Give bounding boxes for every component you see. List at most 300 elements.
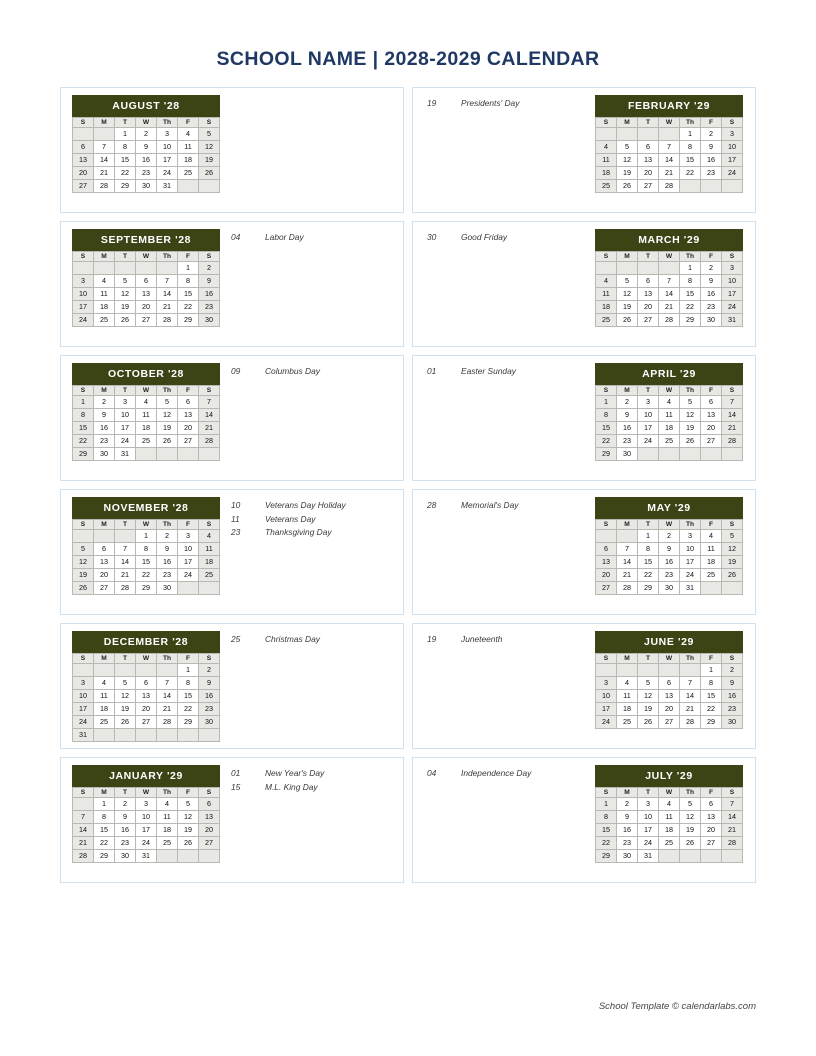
day-cell[interactable]: 17 [73, 300, 94, 313]
day-cell[interactable]: 29 [94, 849, 115, 862]
day-cell[interactable]: 26 [115, 313, 136, 326]
day-cell[interactable]: 29 [73, 447, 94, 460]
day-cell[interactable]: 9 [199, 676, 220, 689]
day-cell[interactable]: 25 [701, 568, 722, 581]
day-cell[interactable]: 29 [115, 179, 136, 192]
day-cell[interactable]: 12 [178, 810, 199, 823]
day-cell[interactable]: 29 [701, 715, 722, 728]
day-cell[interactable]: 22 [94, 836, 115, 849]
day-cell[interactable]: 16 [94, 421, 115, 434]
day-cell[interactable]: 3 [638, 797, 659, 810]
day-cell[interactable]: 3 [115, 395, 136, 408]
day-cell[interactable]: 12 [680, 810, 701, 823]
day-cell[interactable]: 8 [136, 542, 157, 555]
day-cell[interactable]: 7 [157, 676, 178, 689]
day-cell[interactable]: 3 [73, 274, 94, 287]
day-cell[interactable]: 28 [680, 715, 701, 728]
day-cell[interactable]: 2 [199, 663, 220, 676]
day-cell[interactable]: 19 [722, 555, 743, 568]
day-cell[interactable]: 2 [136, 127, 157, 140]
day-cell[interactable]: 6 [701, 395, 722, 408]
day-cell[interactable]: 17 [136, 823, 157, 836]
day-cell[interactable]: 29 [178, 313, 199, 326]
day-cell[interactable]: 9 [659, 542, 680, 555]
day-cell[interactable]: 12 [115, 689, 136, 702]
day-cell[interactable]: 26 [617, 179, 638, 192]
day-cell[interactable]: 3 [178, 529, 199, 542]
day-cell[interactable]: 17 [596, 702, 617, 715]
day-cell[interactable]: 27 [596, 581, 617, 594]
day-cell[interactable]: 24 [136, 836, 157, 849]
day-cell[interactable]: 4 [659, 797, 680, 810]
day-cell[interactable]: 7 [659, 274, 680, 287]
day-cell[interactable]: 28 [157, 715, 178, 728]
day-cell[interactable]: 28 [617, 581, 638, 594]
day-cell[interactable]: 1 [178, 261, 199, 274]
day-cell[interactable]: 22 [136, 568, 157, 581]
day-cell[interactable]: 31 [115, 447, 136, 460]
day-cell[interactable]: 8 [701, 676, 722, 689]
day-cell[interactable]: 6 [178, 395, 199, 408]
day-cell[interactable]: 26 [199, 166, 220, 179]
day-cell[interactable]: 13 [178, 408, 199, 421]
day-cell[interactable]: 29 [596, 447, 617, 460]
day-cell[interactable]: 10 [638, 810, 659, 823]
day-cell[interactable]: 3 [680, 529, 701, 542]
day-cell[interactable]: 14 [115, 555, 136, 568]
day-cell[interactable]: 5 [680, 395, 701, 408]
day-cell[interactable]: 27 [136, 313, 157, 326]
day-cell[interactable]: 26 [680, 434, 701, 447]
day-cell[interactable]: 7 [722, 797, 743, 810]
day-cell[interactable]: 1 [94, 797, 115, 810]
day-cell[interactable]: 4 [659, 395, 680, 408]
day-cell[interactable]: 19 [73, 568, 94, 581]
day-cell[interactable]: 28 [73, 849, 94, 862]
day-cell[interactable]: 24 [115, 434, 136, 447]
day-cell[interactable]: 14 [617, 555, 638, 568]
day-cell[interactable]: 20 [136, 300, 157, 313]
day-cell[interactable]: 15 [73, 421, 94, 434]
day-cell[interactable]: 26 [115, 715, 136, 728]
day-cell[interactable]: 17 [638, 421, 659, 434]
day-cell[interactable]: 12 [115, 287, 136, 300]
day-cell[interactable]: 21 [115, 568, 136, 581]
day-cell[interactable]: 23 [199, 300, 220, 313]
day-cell[interactable]: 1 [638, 529, 659, 542]
day-cell[interactable]: 11 [659, 810, 680, 823]
day-cell[interactable]: 15 [680, 287, 701, 300]
day-cell[interactable]: 13 [73, 153, 94, 166]
day-cell[interactable]: 15 [596, 421, 617, 434]
day-cell[interactable]: 4 [199, 529, 220, 542]
day-cell[interactable]: 23 [94, 434, 115, 447]
day-cell[interactable]: 12 [617, 287, 638, 300]
day-cell[interactable]: 25 [596, 179, 617, 192]
day-cell[interactable]: 27 [73, 179, 94, 192]
day-cell[interactable]: 31 [722, 313, 743, 326]
day-cell[interactable]: 15 [596, 823, 617, 836]
day-cell[interactable]: 24 [638, 434, 659, 447]
day-cell[interactable]: 25 [596, 313, 617, 326]
day-cell[interactable]: 20 [701, 823, 722, 836]
day-cell[interactable]: 15 [115, 153, 136, 166]
day-cell[interactable]: 15 [94, 823, 115, 836]
day-cell[interactable]: 31 [680, 581, 701, 594]
day-cell[interactable]: 2 [115, 797, 136, 810]
day-cell[interactable]: 31 [638, 849, 659, 862]
day-cell[interactable]: 3 [136, 797, 157, 810]
day-cell[interactable]: 20 [638, 300, 659, 313]
day-cell[interactable]: 4 [596, 140, 617, 153]
day-cell[interactable]: 23 [199, 702, 220, 715]
day-cell[interactable]: 11 [617, 689, 638, 702]
day-cell[interactable]: 13 [701, 408, 722, 421]
day-cell[interactable]: 22 [178, 300, 199, 313]
day-cell[interactable]: 10 [157, 140, 178, 153]
day-cell[interactable]: 27 [178, 434, 199, 447]
day-cell[interactable]: 24 [722, 166, 743, 179]
day-cell[interactable]: 1 [680, 261, 701, 274]
day-cell[interactable]: 6 [596, 542, 617, 555]
day-cell[interactable]: 9 [94, 408, 115, 421]
day-cell[interactable]: 21 [659, 166, 680, 179]
day-cell[interactable]: 27 [638, 179, 659, 192]
day-cell[interactable]: 2 [722, 663, 743, 676]
day-cell[interactable]: 13 [701, 810, 722, 823]
day-cell[interactable]: 26 [680, 836, 701, 849]
day-cell[interactable]: 25 [94, 715, 115, 728]
day-cell[interactable]: 14 [722, 408, 743, 421]
day-cell[interactable]: 28 [659, 179, 680, 192]
day-cell[interactable]: 22 [638, 568, 659, 581]
day-cell[interactable]: 13 [136, 689, 157, 702]
day-cell[interactable]: 20 [596, 568, 617, 581]
day-cell[interactable]: 16 [617, 823, 638, 836]
day-cell[interactable]: 30 [136, 179, 157, 192]
day-cell[interactable]: 19 [638, 702, 659, 715]
day-cell[interactable]: 29 [178, 715, 199, 728]
day-cell[interactable]: 11 [596, 287, 617, 300]
day-cell[interactable]: 12 [73, 555, 94, 568]
day-cell[interactable]: 15 [701, 689, 722, 702]
day-cell[interactable]: 18 [94, 702, 115, 715]
day-cell[interactable]: 30 [701, 313, 722, 326]
day-cell[interactable]: 14 [199, 408, 220, 421]
day-cell[interactable]: 2 [199, 261, 220, 274]
day-cell[interactable]: 23 [617, 434, 638, 447]
day-cell[interactable]: 23 [701, 300, 722, 313]
day-cell[interactable]: 22 [596, 434, 617, 447]
day-cell[interactable]: 16 [199, 689, 220, 702]
day-cell[interactable]: 6 [73, 140, 94, 153]
day-cell[interactable]: 20 [94, 568, 115, 581]
day-cell[interactable]: 30 [617, 849, 638, 862]
day-cell[interactable]: 9 [701, 140, 722, 153]
day-cell[interactable]: 12 [199, 140, 220, 153]
day-cell[interactable]: 21 [659, 300, 680, 313]
day-cell[interactable]: 18 [157, 823, 178, 836]
day-cell[interactable]: 18 [701, 555, 722, 568]
day-cell[interactable]: 2 [659, 529, 680, 542]
day-cell[interactable]: 27 [136, 715, 157, 728]
day-cell[interactable]: 11 [199, 542, 220, 555]
day-cell[interactable]: 1 [73, 395, 94, 408]
day-cell[interactable]: 27 [659, 715, 680, 728]
day-cell[interactable]: 11 [596, 153, 617, 166]
day-cell[interactable]: 6 [659, 676, 680, 689]
day-cell[interactable]: 21 [157, 702, 178, 715]
day-cell[interactable]: 23 [617, 836, 638, 849]
day-cell[interactable]: 12 [722, 542, 743, 555]
day-cell[interactable]: 25 [659, 434, 680, 447]
day-cell[interactable]: 7 [722, 395, 743, 408]
day-cell[interactable]: 15 [680, 153, 701, 166]
day-cell[interactable]: 17 [157, 153, 178, 166]
day-cell[interactable]: 25 [157, 836, 178, 849]
day-cell[interactable]: 13 [136, 287, 157, 300]
day-cell[interactable]: 10 [680, 542, 701, 555]
day-cell[interactable]: 5 [157, 395, 178, 408]
day-cell[interactable]: 18 [94, 300, 115, 313]
day-cell[interactable]: 16 [659, 555, 680, 568]
day-cell[interactable]: 21 [157, 300, 178, 313]
day-cell[interactable]: 30 [617, 447, 638, 460]
day-cell[interactable]: 21 [94, 166, 115, 179]
day-cell[interactable]: 19 [617, 166, 638, 179]
day-cell[interactable]: 10 [136, 810, 157, 823]
day-cell[interactable]: 30 [94, 447, 115, 460]
day-cell[interactable]: 1 [178, 663, 199, 676]
day-cell[interactable]: 8 [115, 140, 136, 153]
day-cell[interactable]: 9 [157, 542, 178, 555]
day-cell[interactable]: 5 [73, 542, 94, 555]
day-cell[interactable]: 30 [659, 581, 680, 594]
day-cell[interactable]: 17 [115, 421, 136, 434]
day-cell[interactable]: 17 [178, 555, 199, 568]
day-cell[interactable]: 19 [680, 421, 701, 434]
day-cell[interactable]: 4 [617, 676, 638, 689]
day-cell[interactable]: 28 [94, 179, 115, 192]
day-cell[interactable]: 20 [638, 166, 659, 179]
day-cell[interactable]: 18 [199, 555, 220, 568]
day-cell[interactable]: 7 [617, 542, 638, 555]
day-cell[interactable]: 25 [178, 166, 199, 179]
day-cell[interactable]: 4 [178, 127, 199, 140]
day-cell[interactable]: 11 [94, 287, 115, 300]
day-cell[interactable]: 26 [157, 434, 178, 447]
day-cell[interactable]: 29 [638, 581, 659, 594]
day-cell[interactable]: 28 [157, 313, 178, 326]
day-cell[interactable]: 22 [596, 836, 617, 849]
day-cell[interactable]: 4 [701, 529, 722, 542]
day-cell[interactable]: 19 [178, 823, 199, 836]
day-cell[interactable]: 22 [115, 166, 136, 179]
day-cell[interactable]: 9 [617, 810, 638, 823]
day-cell[interactable]: 10 [73, 287, 94, 300]
day-cell[interactable]: 19 [115, 300, 136, 313]
day-cell[interactable]: 22 [680, 300, 701, 313]
day-cell[interactable]: 6 [94, 542, 115, 555]
day-cell[interactable]: 8 [596, 408, 617, 421]
day-cell[interactable]: 14 [73, 823, 94, 836]
day-cell[interactable]: 7 [157, 274, 178, 287]
day-cell[interactable]: 18 [659, 421, 680, 434]
day-cell[interactable]: 2 [94, 395, 115, 408]
day-cell[interactable]: 30 [199, 715, 220, 728]
day-cell[interactable]: 27 [701, 434, 722, 447]
day-cell[interactable]: 7 [659, 140, 680, 153]
day-cell[interactable]: 24 [73, 715, 94, 728]
day-cell[interactable]: 28 [659, 313, 680, 326]
day-cell[interactable]: 18 [617, 702, 638, 715]
day-cell[interactable]: 27 [94, 581, 115, 594]
day-cell[interactable]: 26 [178, 836, 199, 849]
day-cell[interactable]: 27 [199, 836, 220, 849]
day-cell[interactable]: 30 [115, 849, 136, 862]
day-cell[interactable]: 14 [157, 287, 178, 300]
day-cell[interactable]: 16 [701, 153, 722, 166]
day-cell[interactable]: 28 [115, 581, 136, 594]
day-cell[interactable]: 22 [680, 166, 701, 179]
day-cell[interactable]: 6 [638, 140, 659, 153]
day-cell[interactable]: 7 [94, 140, 115, 153]
day-cell[interactable]: 2 [617, 395, 638, 408]
day-cell[interactable]: 23 [115, 836, 136, 849]
day-cell[interactable]: 17 [73, 702, 94, 715]
day-cell[interactable]: 29 [596, 849, 617, 862]
day-cell[interactable]: 18 [596, 300, 617, 313]
day-cell[interactable]: 8 [596, 810, 617, 823]
day-cell[interactable]: 12 [638, 689, 659, 702]
day-cell[interactable]: 8 [73, 408, 94, 421]
day-cell[interactable]: 2 [157, 529, 178, 542]
day-cell[interactable]: 1 [115, 127, 136, 140]
day-cell[interactable]: 4 [157, 797, 178, 810]
day-cell[interactable]: 17 [638, 823, 659, 836]
day-cell[interactable]: 5 [617, 274, 638, 287]
day-cell[interactable]: 5 [638, 676, 659, 689]
day-cell[interactable]: 8 [178, 676, 199, 689]
day-cell[interactable]: 19 [157, 421, 178, 434]
day-cell[interactable]: 20 [659, 702, 680, 715]
day-cell[interactable]: 30 [199, 313, 220, 326]
day-cell[interactable]: 5 [115, 676, 136, 689]
day-cell[interactable]: 2 [701, 127, 722, 140]
day-cell[interactable]: 19 [115, 702, 136, 715]
day-cell[interactable]: 4 [136, 395, 157, 408]
day-cell[interactable]: 6 [136, 274, 157, 287]
day-cell[interactable]: 15 [178, 689, 199, 702]
day-cell[interactable]: 15 [178, 287, 199, 300]
day-cell[interactable]: 18 [136, 421, 157, 434]
day-cell[interactable]: 28 [199, 434, 220, 447]
day-cell[interactable]: 16 [722, 689, 743, 702]
day-cell[interactable]: 19 [199, 153, 220, 166]
day-cell[interactable]: 3 [596, 676, 617, 689]
day-cell[interactable]: 16 [115, 823, 136, 836]
day-cell[interactable]: 3 [638, 395, 659, 408]
day-cell[interactable]: 6 [136, 676, 157, 689]
day-cell[interactable]: 12 [680, 408, 701, 421]
day-cell[interactable]: 5 [199, 127, 220, 140]
day-cell[interactable]: 3 [722, 261, 743, 274]
day-cell[interactable]: 8 [94, 810, 115, 823]
day-cell[interactable]: 6 [638, 274, 659, 287]
day-cell[interactable]: 26 [638, 715, 659, 728]
day-cell[interactable]: 13 [638, 153, 659, 166]
day-cell[interactable]: 7 [115, 542, 136, 555]
day-cell[interactable]: 25 [617, 715, 638, 728]
day-cell[interactable]: 31 [136, 849, 157, 862]
day-cell[interactable]: 16 [157, 555, 178, 568]
day-cell[interactable]: 23 [157, 568, 178, 581]
day-cell[interactable]: 9 [701, 274, 722, 287]
day-cell[interactable]: 23 [701, 166, 722, 179]
day-cell[interactable]: 23 [136, 166, 157, 179]
day-cell[interactable]: 5 [680, 797, 701, 810]
day-cell[interactable]: 5 [722, 529, 743, 542]
day-cell[interactable]: 27 [638, 313, 659, 326]
day-cell[interactable]: 25 [659, 836, 680, 849]
day-cell[interactable]: 15 [136, 555, 157, 568]
day-cell[interactable]: 4 [94, 274, 115, 287]
day-cell[interactable]: 24 [596, 715, 617, 728]
day-cell[interactable]: 20 [73, 166, 94, 179]
day-cell[interactable]: 22 [73, 434, 94, 447]
day-cell[interactable]: 26 [617, 313, 638, 326]
day-cell[interactable]: 27 [701, 836, 722, 849]
day-cell[interactable]: 9 [136, 140, 157, 153]
day-cell[interactable]: 2 [701, 261, 722, 274]
day-cell[interactable]: 2 [617, 797, 638, 810]
day-cell[interactable]: 17 [722, 287, 743, 300]
day-cell[interactable]: 9 [199, 274, 220, 287]
day-cell[interactable]: 22 [178, 702, 199, 715]
day-cell[interactable]: 10 [178, 542, 199, 555]
day-cell[interactable]: 8 [638, 542, 659, 555]
day-cell[interactable]: 9 [115, 810, 136, 823]
day-cell[interactable]: 11 [701, 542, 722, 555]
day-cell[interactable]: 18 [596, 166, 617, 179]
day-cell[interactable]: 12 [617, 153, 638, 166]
day-cell[interactable]: 25 [136, 434, 157, 447]
day-cell[interactable]: 9 [617, 408, 638, 421]
day-cell[interactable]: 8 [680, 140, 701, 153]
day-cell[interactable]: 16 [617, 421, 638, 434]
day-cell[interactable]: 29 [680, 313, 701, 326]
day-cell[interactable]: 13 [199, 810, 220, 823]
day-cell[interactable]: 20 [199, 823, 220, 836]
day-cell[interactable]: 5 [178, 797, 199, 810]
day-cell[interactable]: 8 [680, 274, 701, 287]
day-cell[interactable]: 21 [680, 702, 701, 715]
day-cell[interactable]: 4 [596, 274, 617, 287]
day-cell[interactable]: 24 [178, 568, 199, 581]
day-cell[interactable]: 29 [136, 581, 157, 594]
day-cell[interactable]: 10 [722, 140, 743, 153]
day-cell[interactable]: 28 [722, 836, 743, 849]
day-cell[interactable]: 18 [659, 823, 680, 836]
day-cell[interactable]: 16 [199, 287, 220, 300]
day-cell[interactable]: 1 [680, 127, 701, 140]
day-cell[interactable]: 20 [136, 702, 157, 715]
day-cell[interactable]: 12 [157, 408, 178, 421]
day-cell[interactable]: 20 [701, 421, 722, 434]
day-cell[interactable]: 30 [157, 581, 178, 594]
day-cell[interactable]: 3 [722, 127, 743, 140]
day-cell[interactable]: 30 [722, 715, 743, 728]
